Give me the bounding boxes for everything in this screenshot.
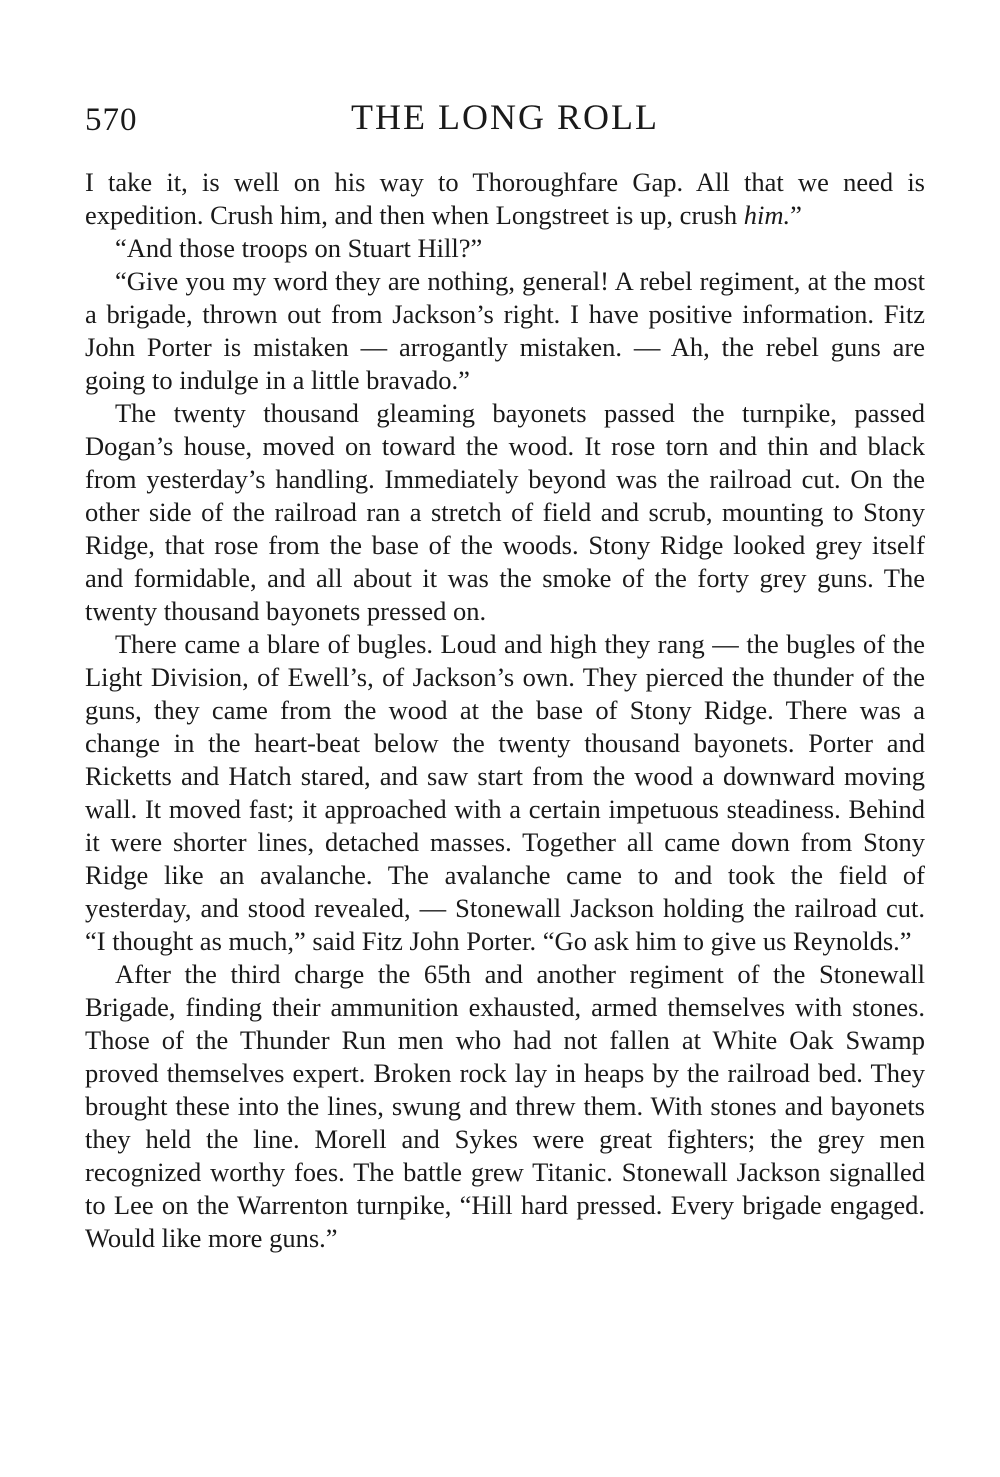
paragraph-text: I take it, is well on his way to Thoroughfare Gap. All that we need is expedition. Crush him, and then when Longstreet is up, crush xyxy=(85,167,925,230)
paragraph: There came a blare of bugles. Loud and high they rang — the bugles of the Light Division, of Ewell’s, of Jackson’s own. They pierced the thunder of the guns, they came from the wood at the base of Stony Ridge. There was a change in the heart-beat below the twenty thousand bayonets. Porter and Ricketts and Hatch stared, and saw start from the wood a downward moving wall. It moved fast; it approached with a certain impetuous steadiness. Behind it were shorter lines, detached masses. Together all came down from Stony Ridge like an avalanche. The avalanche came to and took the field of yesterday, and stood revealed, — Stonewall Jackson holding the railroad cut. “I thought as much,” said Fitz John Porter. “Go ask him to give us Reynolds.” xyxy=(85,629,925,956)
page-number: 570 xyxy=(85,102,138,138)
running-title: THE LONG ROLL xyxy=(351,97,659,137)
emphasis-text: him. xyxy=(743,200,791,230)
paragraph: “And those troops on Stuart Hill?” xyxy=(115,233,483,263)
closing-quote: ” xyxy=(790,200,802,230)
page-header xyxy=(85,96,925,146)
paragraph-continuation xyxy=(85,166,925,232)
paragraph: The twenty thousand gleaming bayonets passed the turnpike, passed Dogan’s house, moved on toward the wood. It rose torn and thin and black from yesterday’s handling. Immediately beyond was the railroad cut. On the other side of the railroad ran a stretch of field and scrub, mounting to Stony Ridge, that rose from the base of the woods. Stony Ridge looked grey itself and formidable, and all about it was the smoke of the forty grey guns. The twenty thousand bayonets pressed on. xyxy=(85,398,925,626)
paragraph: “Give you my word they are nothing, general! A rebel regiment, at the most a brigade, thrown out from Jackson’s right. I have positive information. Fitz John Porter is mistaken — arrogantly mistaken. — Ah, the rebel guns are going to indulge in a little bravado.” xyxy=(85,266,925,395)
paragraph: After the third charge the 65th and another regiment of the Stonewall Brigade, finding their ammunition exhausted, armed themselves with stones. Those of the Thunder Run men who had not fallen at White Oak Swamp proved themselves expert. Broken rock lay in heaps by the railroad bed. They brought these into the lines, swung and threw them. With stones and bayonets they held the line. Morell and Sykes were great fighters; the grey men recognized worthy foes. The battle grew Titanic. Stonewall Jackson signalled to Lee on the Warrenton turnpike, “Hill hard pressed. Every brigade engaged. Would like more guns.” xyxy=(85,959,925,1253)
body-text xyxy=(85,166,925,1255)
